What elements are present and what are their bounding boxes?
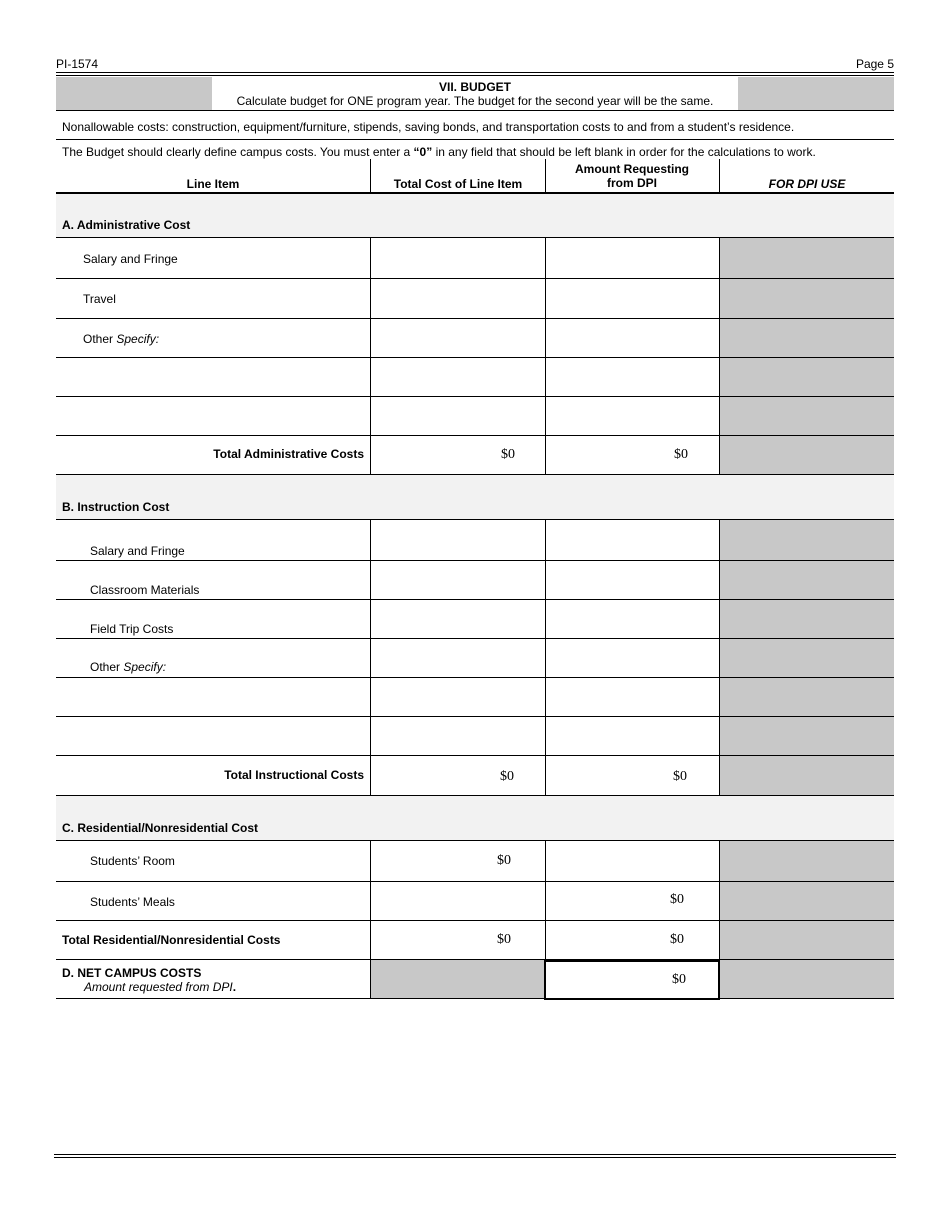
footer-rule-double	[54, 1157, 896, 1158]
dpi-a-other	[720, 319, 894, 357]
subtitle-text: Amount requested from DPI	[84, 980, 233, 994]
c-total-cost: $0	[497, 932, 511, 947]
divider	[56, 396, 894, 397]
dpi-b-extra2	[720, 717, 894, 755]
input-b-extra2-request[interactable]	[546, 717, 719, 755]
dpi-a-salary	[720, 238, 894, 278]
input-b-trip-request[interactable]	[546, 600, 719, 638]
divider	[56, 638, 894, 639]
specify-text: Specify:	[116, 332, 160, 346]
form-id: PI-1574	[56, 57, 99, 71]
header-rule-double	[56, 75, 894, 76]
b-total-cost: $0	[500, 769, 514, 784]
dpi-a-extra1	[720, 358, 894, 396]
col-divider	[719, 520, 720, 795]
input-b-specify-2[interactable]	[56, 717, 370, 755]
col-divider	[370, 841, 371, 959]
dpi-b-other	[720, 639, 894, 677]
input-a-other-total[interactable]	[371, 319, 544, 357]
instruction-text: The Budget should clearly define campus costs. You must enter a	[62, 145, 414, 159]
label-d-title: D. NET CAMPUS COSTS	[62, 966, 202, 980]
instruction-text-end: in any field that should be left blank in order for the calculations to work.	[432, 145, 816, 159]
label-b-salary: Salary and Fringe	[90, 544, 185, 558]
input-a-specify-2[interactable]	[56, 397, 370, 435]
divider	[56, 139, 894, 140]
divider	[56, 278, 894, 279]
col-total-cost: Total Cost of Line Item	[393, 177, 523, 191]
label-b-other	[90, 660, 166, 674]
col-divider	[370, 520, 371, 795]
col-divider	[719, 841, 720, 959]
input-a-travel-request[interactable]	[546, 279, 719, 318]
other-text: Other	[90, 660, 124, 674]
label-a-other	[83, 332, 159, 346]
col-divider	[719, 159, 720, 192]
nonallowable-note: Nonallowable costs: construction, equipment/furniture, stipends, saving bonds, and transportation costs to and from a student’s residence.	[62, 120, 795, 134]
col-divider	[370, 960, 371, 998]
input-a-extra2-request[interactable]	[546, 397, 719, 435]
header-gray-right	[738, 77, 894, 110]
dpi-a-travel	[720, 279, 894, 318]
col-divider	[545, 841, 546, 959]
col-divider	[545, 159, 546, 192]
col-divider	[370, 159, 371, 192]
c-room-cost: $0	[497, 853, 511, 868]
label-a-travel: Travel	[83, 292, 116, 306]
subtitle-period: .	[232, 980, 237, 994]
divider	[56, 998, 894, 999]
budget-header	[56, 77, 894, 110]
dpi-b-extra1	[720, 678, 894, 716]
a-total-request: $0	[674, 447, 688, 462]
input-b-specify-1[interactable]	[56, 678, 370, 716]
col-divider	[545, 238, 546, 474]
input-b-salary-request[interactable]	[546, 520, 719, 560]
section-c-title: C. Residential/Nonresidential Cost	[62, 821, 259, 835]
input-b-salary-total[interactable]	[371, 520, 544, 560]
dpi-b-total	[720, 756, 894, 795]
input-a-salary-total[interactable]	[371, 238, 544, 278]
dpi-b-trip	[720, 600, 894, 638]
col-amount-requesting	[545, 162, 719, 190]
dpi-d-net	[720, 960, 894, 998]
input-a-specify-1[interactable]	[56, 358, 370, 396]
label-d-subtitle	[84, 980, 236, 994]
header-rule	[56, 72, 894, 73]
c-total-request: $0	[670, 932, 684, 947]
input-a-extra1-total[interactable]	[371, 358, 544, 396]
section-b-header	[56, 475, 894, 519]
d-net-total-gray	[371, 960, 544, 998]
label-b-field-trip: Field Trip Costs	[90, 622, 174, 636]
section-b-title: B. Instruction Cost	[62, 500, 170, 514]
input-c-room-request[interactable]	[546, 841, 719, 881]
d-net-request-box	[544, 960, 720, 1000]
col-divider	[719, 238, 720, 474]
dpi-c-meals	[720, 882, 894, 920]
col-amount-line1: Amount Requesting	[575, 162, 689, 176]
input-b-other-total[interactable]	[371, 639, 544, 677]
input-b-trip-total[interactable]	[371, 600, 544, 638]
section-a-title: A. Administrative Cost	[62, 218, 191, 232]
input-b-extra2-total[interactable]	[371, 717, 544, 755]
b-total-request: $0	[673, 769, 687, 784]
col-divider	[370, 238, 371, 474]
dpi-c-room	[720, 841, 894, 881]
d-net-request: $0	[672, 972, 686, 987]
dpi-b-materials	[720, 561, 894, 599]
divider	[56, 677, 894, 678]
divider	[56, 560, 894, 561]
label-c-total: Total Residential/Nonresidential Costs	[62, 933, 281, 947]
other-text: Other	[83, 332, 117, 346]
instruction-note	[62, 145, 816, 159]
input-a-extra1-request[interactable]	[546, 358, 719, 396]
col-divider	[545, 520, 546, 795]
label-b-total: Total Instructional Costs	[224, 768, 364, 782]
input-b-extra1-request[interactable]	[546, 678, 719, 716]
a-total-cost: $0	[501, 447, 515, 462]
input-a-salary-request[interactable]	[546, 238, 719, 278]
label-b-materials: Classroom Materials	[90, 583, 200, 597]
page-header	[56, 57, 894, 73]
divider	[56, 357, 894, 358]
page-number: Page 5	[855, 57, 894, 71]
divider	[56, 599, 894, 600]
col-dpi-use: FOR DPI USE	[768, 177, 846, 191]
input-a-extra2-total[interactable]	[371, 397, 544, 435]
divider	[56, 716, 894, 717]
dpi-c-total	[720, 921, 894, 959]
dpi-a-total	[720, 436, 894, 474]
budget-title: VII. BUDGET	[438, 80, 511, 94]
divider	[56, 318, 894, 319]
label-c-room: Students’ Room	[90, 854, 175, 868]
divider	[56, 110, 894, 111]
footer-rule	[54, 1154, 896, 1155]
header-gray-left	[56, 77, 212, 110]
budget-subtitle: Calculate budget for ONE program year. The budget for the second year will be the same.	[236, 94, 714, 108]
specify-text: Specify:	[123, 660, 167, 674]
input-a-other-request[interactable]	[546, 319, 719, 357]
input-b-other-request[interactable]	[546, 639, 719, 677]
input-c-meals-total[interactable]	[371, 882, 544, 920]
dpi-b-salary	[720, 520, 894, 560]
input-b-extra1-total[interactable]	[371, 678, 544, 716]
input-b-materials-total[interactable]	[371, 561, 544, 599]
c-meals-request: $0	[670, 892, 684, 907]
instruction-zero: “0”	[413, 145, 433, 159]
col-amount-line2: from DPI	[606, 176, 657, 190]
dpi-a-extra2	[720, 397, 894, 435]
label-a-total: Total Administrative Costs	[213, 447, 364, 461]
label-a-salary: Salary and Fringe	[83, 252, 178, 266]
input-b-materials-request[interactable]	[546, 561, 719, 599]
label-c-meals: Students’ Meals	[90, 895, 175, 909]
input-a-travel-total[interactable]	[371, 279, 544, 318]
col-line-item: Line Item	[186, 177, 240, 191]
